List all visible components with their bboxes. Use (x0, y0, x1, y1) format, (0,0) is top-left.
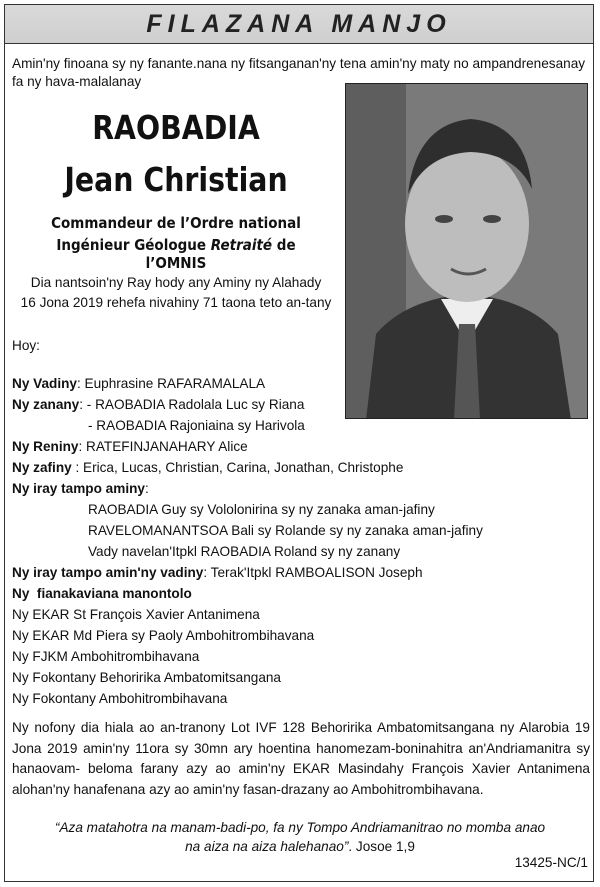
children-line-2: - RAOBADIA Rajoniaina sy Harivola (88, 418, 305, 433)
reference-number: 13425-NC/1 (514, 855, 588, 870)
siblings-heading: Ny iray tampo aminy: (12, 481, 149, 496)
deceased-surname: RAOBADIA (92, 108, 260, 147)
death-line-2: 16 Jona 2019 rehefa nivahiny 71 taona teto an-tany (20, 295, 332, 310)
notice-banner: FILAZANA MANJO (4, 4, 594, 44)
whole-family-line: Ny fianakaviana manontolo (12, 586, 192, 601)
grandchildren-line: Ny zafiny : Erica, Lucas, Christian, Carina, Jonathan, Christophe (12, 460, 404, 475)
portrait-image (346, 84, 588, 419)
profession-title: Ingénieur Géologue Retraité de l’OMNIS (56, 236, 296, 272)
spouse-siblings-line: Ny iray tampo amin'ny vadiny: Terak'Itpkl RAMBOALISON Joseph (12, 565, 423, 580)
group-3: Ny FJKM Ambohitrombihavana (12, 649, 200, 664)
group-1: Ny EKAR St François Xavier Antanimena (12, 607, 260, 622)
sibling-2: RAVELOMANANTSOA Bali sy Rolande sy ny zanaka aman-jafiny (88, 523, 483, 538)
bible-quote-line-1: “Aza matahotra na manam-badi-po, fa ny Tompo Andriamanitrao no momba anao (54, 820, 546, 835)
spouse-line: Ny Vadiny: Euphrasine RAFARAMALALA (12, 376, 266, 391)
group-2: Ny EKAR Md Piera sy Paoly Ambohitrombihavana (12, 628, 315, 643)
group-5: Ny Fokontany Ambohitrombihavana (12, 691, 228, 706)
deceased-photo (345, 83, 588, 419)
honor-title: Commandeur de l’Ordre national (51, 214, 301, 232)
death-line-1: Dia nantsoin'ny Ray hody any Aminy ny Alahady (30, 275, 322, 290)
deceased-given-name: Jean Christian (64, 160, 288, 199)
group-4: Ny Fokontany Behoririka Ambatomitsangana (12, 670, 281, 685)
funeral-details: Ny nofony dia hiala ao an-tranony Lot IVF 128 Behoririka Ambatomitsangana ny Alarobia 19 Jona 2019 amin'ny 11ora sy 30mn ary hoentina hanomezam-boninahitra an'Andriamanitra sy hanaovam- beloma farany azy ao amin'ny EKAR Masindahy François Xavier Antanimena alohan'ny hanafenana azy ao amin'ny fasan-drazany ao Ambohitrombihavana. (12, 720, 590, 797)
mother-line: Ny Reniny: RATEFINJANAHARY Alice (12, 439, 248, 454)
sibling-1: RAOBADIA Guy sy Vololonirina sy ny zanaka aman-jafiny (88, 502, 435, 517)
hoy-label: Hoy: (12, 338, 40, 353)
children-line-1: Ny zanany: - RAOBADIA Radolala Luc sy Riana (12, 397, 305, 412)
intro-text: Amin'ny finoana sy ny fanante.nana ny fitsanganan'ny tena amin'ny maty no ampandrenesanay fa ny hava-malalanay (12, 56, 586, 89)
bible-quote-line-2: na aiza na aiza halehanao”. Josoe 1,9 (185, 839, 415, 854)
sibling-3: Vady navelan'Itpkl RAOBADIA Roland sy ny zanany (88, 544, 401, 559)
